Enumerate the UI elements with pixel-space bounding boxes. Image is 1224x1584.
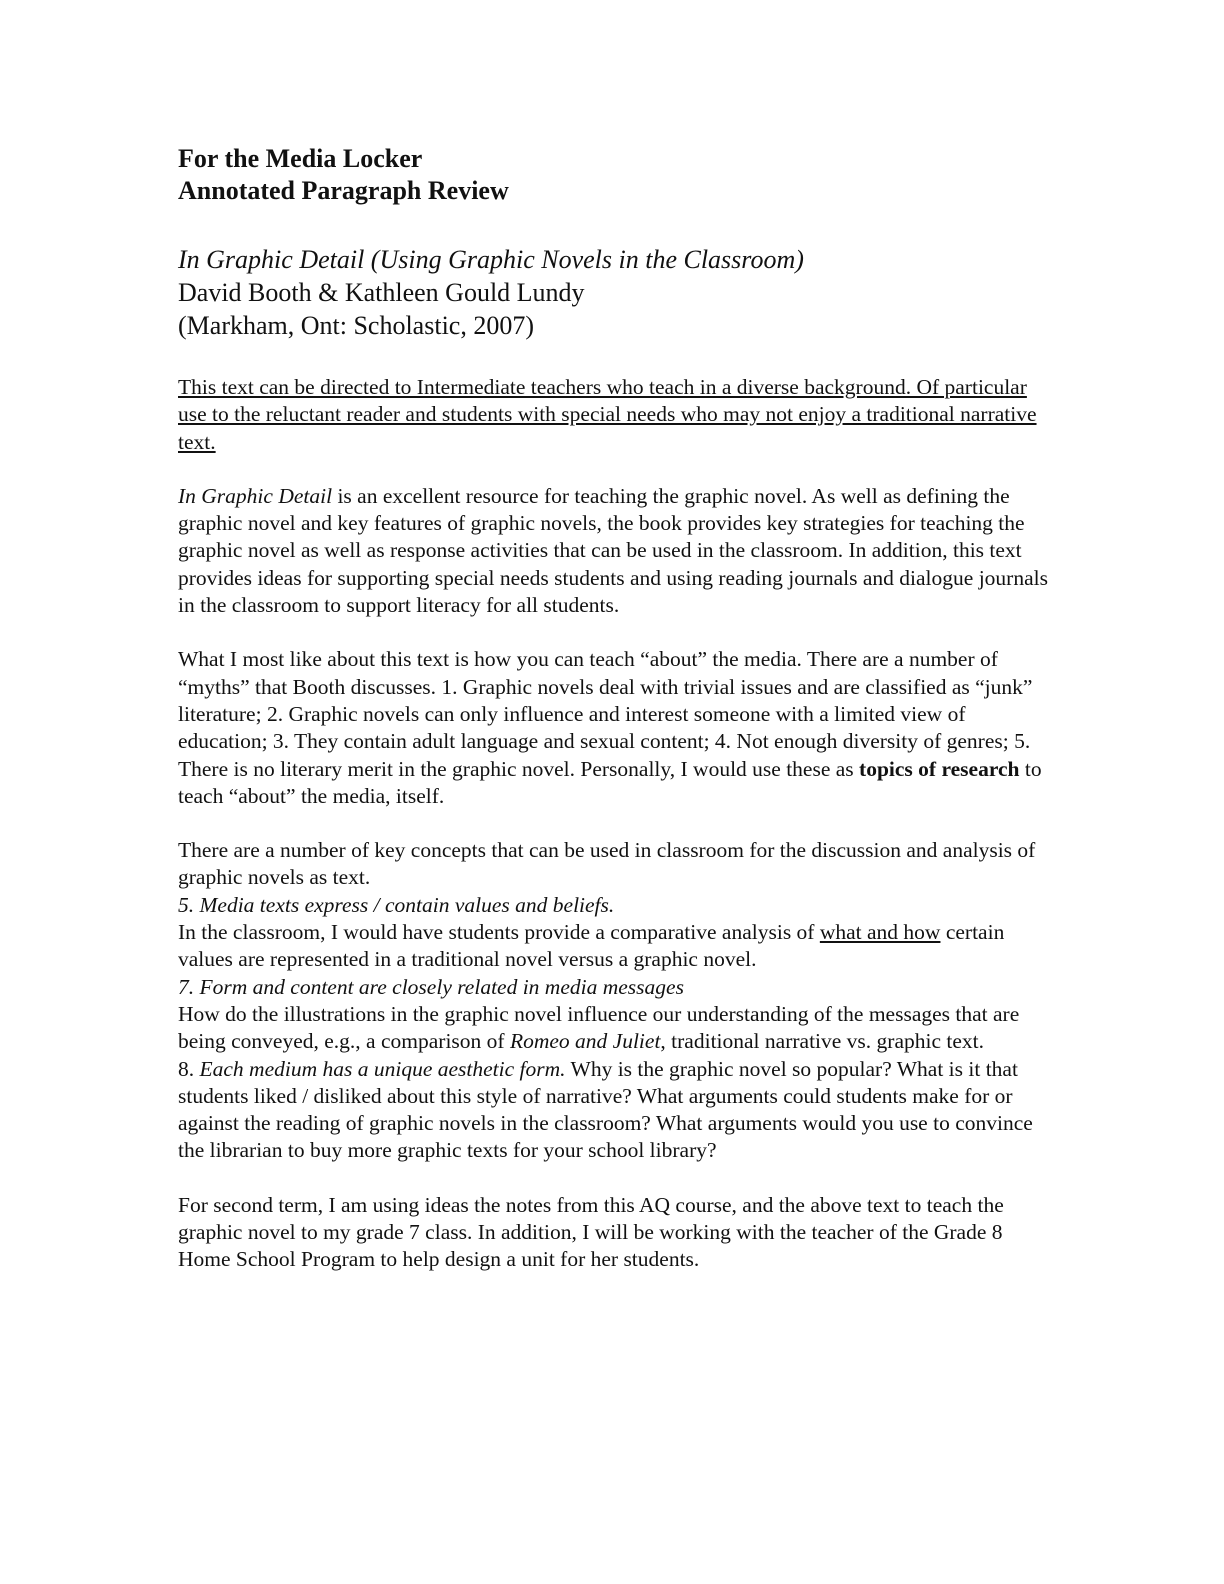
paragraph-plans: For second term, I am using ideas the notes from this AQ course, and the above text to teach the graphic novel to my grade 7 class. In addition, I will be working with the teacher of the Grade 8 Home School Program to help design a unit for her students. — [178, 1192, 1004, 1272]
section-key-concepts — [178, 837, 1048, 1165]
concept-7-italic-title: Romeo and Juliet — [509, 1029, 661, 1054]
concept-8-heading: Each medium has a unique aesthetic form. — [199, 1056, 566, 1081]
concept-8-text — [178, 1056, 1048, 1165]
concepts-intro: There are a number of key concepts that can be used in classroom for the discussion and analysis of graphic novels as text. — [178, 838, 1036, 890]
concept-7-text-before: How do the illustrations in the graphic novel influence our understanding of the messages that are being conveyed, e.g., a comparison of — [178, 1001, 1020, 1054]
myths-text-before: What I most like about this text is how you can teach “about” the media. There are a number of “myths” that Booth discusses. 1. Graphic novels deal with trivial issues and are classified as “junk” literature; 2. Graphic novels can only influence and interest someone with a limited view of education; 3. They contain adult language and sexual content; 4. Not enough diversity of genres; 5. There is no literary merit in the graphic novel. Personally, I would use these as — [178, 647, 1033, 781]
myths-bold-phrase: topics of research — [859, 756, 1020, 781]
concept-5-heading: 5. Media texts express / contain values and beliefs. — [178, 892, 615, 917]
header-line-1: For the Media Locker — [178, 144, 423, 173]
book-title: In Graphic Detail (Using Graphic Novels in the Classroom) — [178, 245, 804, 274]
paragraph-myths — [178, 646, 1048, 810]
concept-5-text-before: In the classroom, I would have students provide a comparative analysis of — [178, 920, 820, 945]
concept-8-body: Why is the graphic novel so popular? What is it that students liked / disliked about this style of narrative? What arguments could students make for or against the reading of graphic novels in the classroom? What arguments would you use to convince the librarian to buy more graphic texts for your school library? — [178, 1056, 1033, 1163]
paragraph-overview — [178, 483, 1048, 619]
concept-8-number: 8. — [178, 1056, 200, 1081]
book-authors: David Booth & Kathleen Gould Lundy — [178, 278, 585, 307]
overview-text: is an excellent resource for teaching the graphic novel. As well as defining the graphic novel and key features of graphic novels, the book provides key strategies for teaching the graphic novel as well as response activities that can be used in the classroom. In addition, this text provides ideas for supporting special needs students and using reading journals and dialogue journals in the classroom to support literacy for all students. — [178, 483, 1048, 618]
book-title-inline: In Graphic Detail — [178, 483, 333, 508]
concept-5-underline: what and how — [819, 920, 941, 945]
book-citation — [178, 243, 1048, 342]
document-page — [178, 143, 1048, 1274]
concept-7-text — [178, 1001, 1048, 1056]
concept-7-text-after: , traditional narrative vs. graphic text. — [660, 1029, 985, 1054]
concept-5-text-after: certain values are represented in a traditional novel versus a graphic novel. — [178, 920, 1005, 972]
concept-7-heading: 7. Form and content are closely related in media messages — [178, 974, 684, 999]
header-line-2: Annotated Paragraph Review — [178, 176, 509, 205]
document-header — [178, 143, 1048, 207]
book-publication: (Markham, Ont: Scholastic, 2007) — [178, 311, 534, 340]
intro-paragraph: This text can be directed to Intermediate teachers who teach in a diverse background. Of particular use to the reluctant reader and students with special needs who may not enjoy a traditional narrative text. — [178, 375, 1037, 454]
concept-5-text — [178, 919, 1048, 974]
myths-text-after: to teach “about” the media, itself. — [178, 756, 1042, 808]
